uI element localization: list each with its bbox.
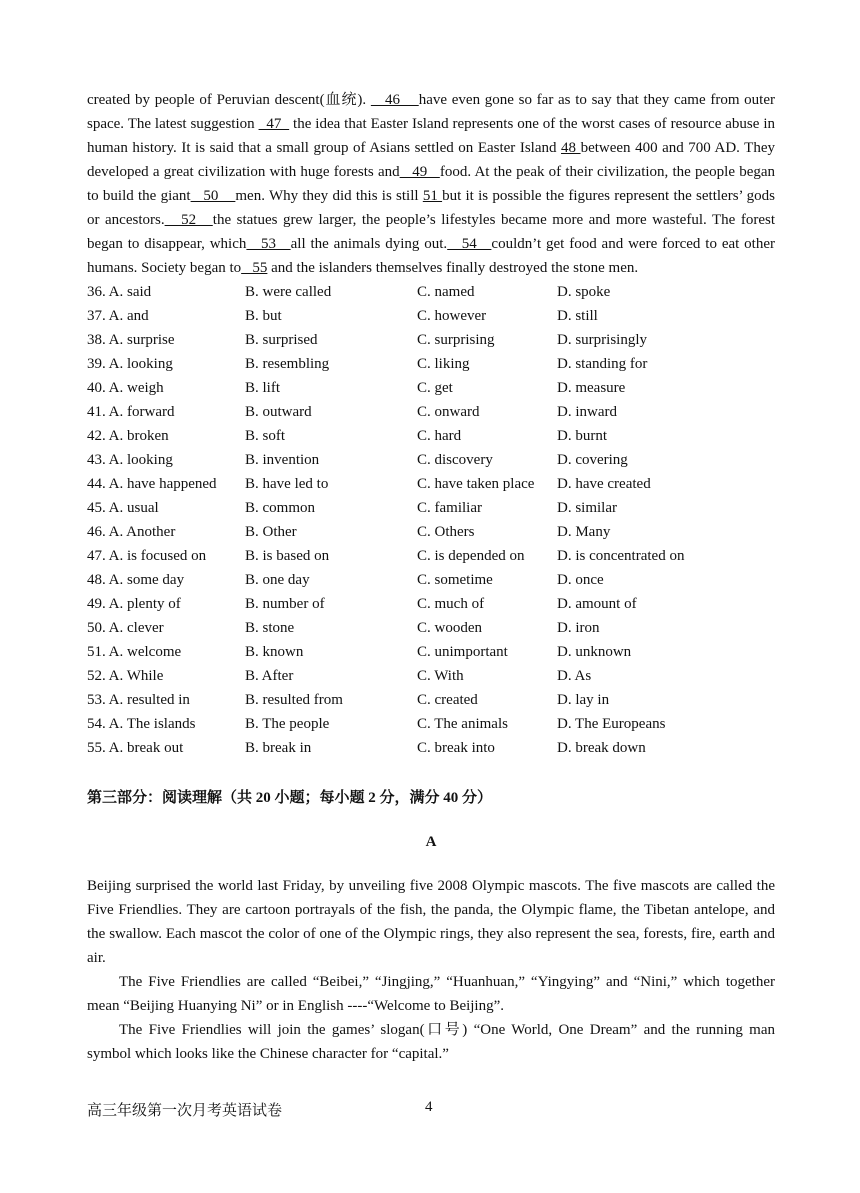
cloze-text: food. At the peak of their civilization, the people began to build the giant: [87, 164, 776, 204]
reading-passage-a: [87, 874, 775, 1066]
question-row: [87, 736, 775, 760]
option-b: B. outward: [245, 404, 312, 420]
option-d: D. As: [557, 668, 592, 684]
question-row: [87, 520, 775, 544]
passage-paragraph: Beijing surprised the world last Friday, by unveiling five 2008 Olympic mascots. The five mascots are called the Five Friendlies. They are cartoon portrayals of the fish, the panda, the Olympic flame, the Tibetan antelope, and the swallow. Each mascot the color of one of the Olympic rings, they also represent the sea, forests, fire, earth and air.: [87, 878, 775, 966]
option-d: D. unknown: [557, 644, 632, 660]
option-a: 40. A. weigh: [87, 380, 164, 396]
option-a: 37. A. and: [87, 308, 149, 324]
option-b: B. resulted from: [245, 692, 343, 708]
question-row: [87, 592, 775, 616]
option-b: B. surprised: [245, 332, 318, 348]
option-c: C. liking: [417, 356, 470, 372]
option-a: 54. A. The islands: [87, 716, 196, 732]
question-row: [87, 544, 775, 568]
option-c: C. break into: [417, 740, 495, 756]
cloze-text: created by people of Peruvian descent(血统).: [87, 92, 371, 108]
cloze-blank: 50: [190, 188, 236, 204]
question-row: [87, 376, 775, 400]
cloze-blank: 55: [241, 260, 268, 276]
option-d: D. is concentrated on: [557, 548, 685, 564]
question-row: [87, 424, 775, 448]
cloze-text: but it is possible the figures represent the settlers’ gods or ancestors.: [87, 188, 776, 228]
question-row: [87, 304, 775, 328]
option-a: 39. A. looking: [87, 356, 173, 372]
option-d: D. The Europeans: [557, 716, 666, 732]
cloze-blank: 48: [561, 140, 581, 156]
page-number: 4: [425, 1099, 433, 1115]
option-d: D. standing for: [557, 356, 648, 372]
option-c: C. hard: [417, 428, 462, 444]
option-b: B. resembling: [245, 356, 330, 372]
option-d: D. spoke: [557, 284, 611, 300]
option-c: C. created: [417, 692, 478, 708]
option-b: B. Other: [245, 524, 297, 540]
option-c: C. unimportant: [417, 644, 508, 660]
option-c: C. much of: [417, 596, 485, 612]
cloze-text: couldn’t get food and were forced to eat other humans. Society began to: [87, 236, 775, 276]
passage-paragraph: The Five Friendlies are called “Beibei,” “Jingjing,” “Huanhuan,” “Yingying” and “Nini,” which together mean “Beijing Huanying Ni” or in English ----“Welcome to Beijing”.: [87, 974, 775, 1014]
option-c: C. familiar: [417, 500, 482, 516]
option-b: B. soft: [245, 428, 286, 444]
option-b: B. invention: [245, 452, 320, 468]
option-a: 49. A. plenty of: [87, 596, 181, 612]
option-c: C. onward: [417, 404, 480, 420]
option-c: C. is depended on: [417, 548, 525, 564]
option-b: B. have led to: [245, 476, 329, 492]
option-c: C. surprising: [417, 332, 495, 348]
option-d: D. similar: [557, 500, 617, 516]
option-d: D. inward: [557, 404, 617, 420]
question-row: [87, 640, 775, 664]
cloze-blank: 52: [164, 212, 213, 228]
option-d: D. burnt: [557, 428, 607, 444]
option-b: B. lift: [245, 380, 281, 396]
option-c: C. named: [417, 284, 475, 300]
cloze-passage: [87, 88, 775, 280]
cloze-text: all the animals dying out.: [290, 236, 448, 252]
question-row: [87, 472, 775, 496]
option-a: 43. A. looking: [87, 452, 173, 468]
question-row: [87, 496, 775, 520]
cloze-text: the statues grew larger, the people’s lifestyles became more and more wasteful. The forest began to disappear, which: [87, 212, 775, 252]
option-c: C. however: [417, 308, 487, 324]
option-c: C. With: [417, 668, 464, 684]
option-a: 47. A. is focused on: [87, 548, 207, 564]
option-d: D. still: [557, 308, 598, 324]
option-b: B. known: [245, 644, 304, 660]
cloze-text: and the islanders themselves finally destroyed the stone men.: [267, 260, 639, 276]
option-b: B. common: [245, 500, 315, 516]
option-d: D. lay in: [557, 692, 610, 708]
cloze-blank: 49: [399, 164, 440, 180]
option-d: D. amount of: [557, 596, 637, 612]
question-row: [87, 688, 775, 712]
option-d: D. surprisingly: [557, 332, 647, 348]
option-d: D. Many: [557, 524, 611, 540]
option-a: 44. A. have happened: [87, 476, 217, 492]
option-a: 55. A. break out: [87, 740, 184, 756]
option-b: B. After: [245, 668, 294, 684]
question-row: [87, 448, 775, 472]
option-c: C. discovery: [417, 452, 493, 468]
option-b: B. number of: [245, 596, 325, 612]
option-c: C. sometime: [417, 572, 493, 588]
question-row: [87, 328, 775, 352]
option-b: B. The people: [245, 716, 330, 732]
option-c: C. have taken place: [417, 476, 535, 492]
option-b: B. stone: [245, 620, 295, 636]
question-row: [87, 568, 775, 592]
passage-title: A: [425, 834, 437, 850]
option-b: B. is based on: [245, 548, 330, 564]
cloze-text: between 400 and 700 AD. They developed a great civilization with huge forests and: [87, 140, 775, 180]
option-a: 48. A. some day: [87, 572, 185, 588]
option-d: D. have created: [557, 476, 651, 492]
question-row: [87, 616, 775, 640]
option-b: B. break in: [245, 740, 312, 756]
cloze-text: the idea that Easter Island represents one of the worst cases of resource abuse in human history. It is said that a small group of Asians settled on Easter Island: [87, 116, 775, 156]
exam-name: 高三年级第一次月考英语试卷: [87, 1103, 283, 1119]
cloze-text: have even gone so far as to say that they came from outer space. The latest suggestion: [87, 92, 776, 132]
option-d: D. iron: [557, 620, 600, 636]
cloze-blank: 53: [246, 236, 291, 252]
question-row: [87, 712, 775, 736]
question-row: [87, 280, 775, 304]
option-a: 42. A. broken: [87, 428, 169, 444]
option-a: 51. A. welcome: [87, 644, 182, 660]
option-a: 45. A. usual: [87, 500, 159, 516]
cloze-blank: 46: [370, 92, 419, 108]
option-d: D. once: [557, 572, 604, 588]
option-b: B. but: [245, 308, 282, 324]
option-a: 50. A. clever: [87, 620, 164, 636]
option-a: 38. A. surprise: [87, 332, 175, 348]
option-a: 46. A. Another: [87, 524, 176, 540]
question-row: [87, 352, 775, 376]
option-a: 52. A. While: [87, 668, 164, 684]
option-d: D. measure: [557, 380, 626, 396]
option-d: D. break down: [557, 740, 646, 756]
answer-options-list: [87, 280, 775, 760]
option-c: C. wooden: [417, 620, 482, 636]
section-title: 第三部分：阅读理解（共 20 小题；每小题 2 分，满分 40 分）: [87, 790, 493, 806]
option-b: B. one day: [245, 572, 310, 588]
option-b: B. were called: [245, 284, 332, 300]
option-c: C. Others: [417, 524, 475, 540]
cloze-blank: 54: [447, 236, 492, 252]
option-a: 36. A. said: [87, 284, 152, 300]
option-d: D. covering: [557, 452, 628, 468]
option-a: 53. A. resulted in: [87, 692, 190, 708]
cloze-blank: 47: [258, 116, 290, 132]
question-row: [87, 400, 775, 424]
cloze-text: men. Why they did this is still: [235, 188, 423, 204]
question-row: [87, 664, 775, 688]
option-c: C. get: [417, 380, 453, 396]
option-c: C. The animals: [417, 716, 508, 732]
option-a: 41. A. forward: [87, 404, 175, 420]
exam-page: [87, 88, 775, 1066]
passage-paragraph: The Five Friendlies will join the games’ slogan(口号) “One World, One Dream” and the running man symbol which looks like the Chinese character for “capital.”: [87, 1022, 775, 1062]
cloze-blank: 51: [422, 188, 443, 204]
